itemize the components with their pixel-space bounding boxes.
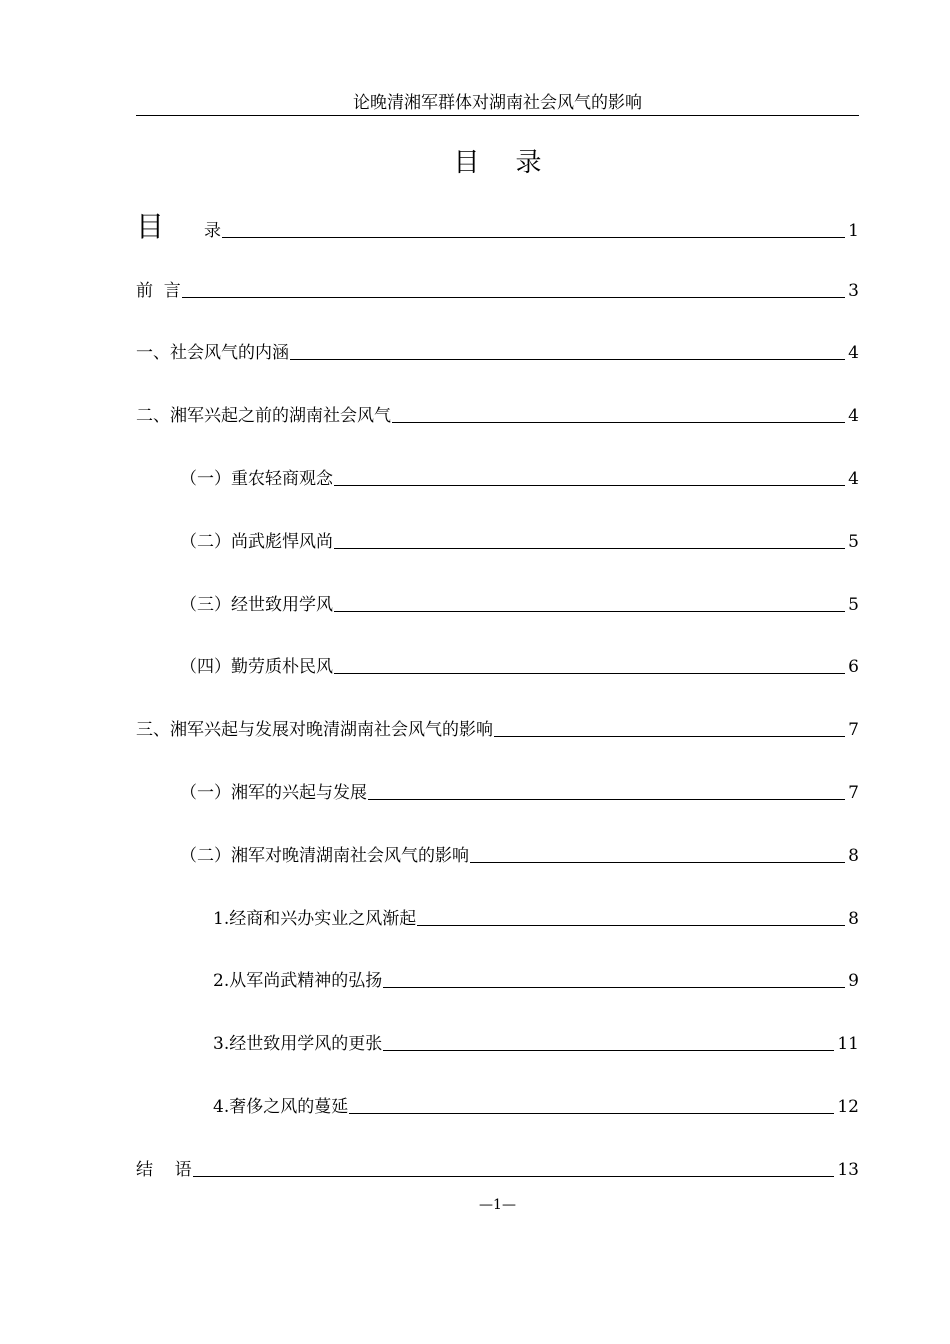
toc-entry-preface[interactable] — [136, 280, 859, 302]
toc-entry-section-3[interactable] — [136, 719, 859, 741]
toc-leader-line — [494, 735, 845, 737]
toc-page-number: 3 — [848, 281, 859, 301]
toc-entry-label: 结 语 — [136, 1160, 192, 1180]
page-title: 目录 — [453, 148, 578, 178]
toc-entry-section-2-1[interactable] — [180, 468, 859, 490]
toc-entry-section-3-2-3[interactable] — [213, 1033, 859, 1055]
toc-entry-label: 1.经商和兴办实业之风渐起 — [213, 909, 417, 929]
toc-entry-label: （二）湘军对晚清湖南社会风气的影响 — [180, 846, 469, 866]
toc-page-number: 1 — [848, 221, 859, 241]
toc-entry-conclusion[interactable] — [136, 1159, 859, 1181]
toc-entry-section-3-2[interactable] — [180, 845, 859, 867]
toc-entry-label: （二）尚武彪悍风尚 — [180, 532, 333, 552]
toc-entry-section-2-3[interactable] — [180, 594, 859, 616]
toc-leader-line — [470, 861, 845, 863]
toc-leader-line — [392, 421, 845, 423]
toc-leader-line — [383, 1049, 834, 1051]
toc-leader-line — [334, 484, 845, 486]
toc-page-number: 8 — [848, 909, 859, 929]
toc-page-number: 8 — [848, 846, 859, 866]
toc-entry-label: （一）湘军的兴起与发展 — [180, 783, 367, 803]
toc-leader-line — [193, 1175, 835, 1177]
toc-leader-line — [334, 547, 845, 549]
toc-leader-line — [334, 672, 845, 674]
toc-leader-line — [417, 924, 845, 926]
toc-page-number: 13 — [837, 1160, 859, 1180]
toc-entry-label: 二、湘军兴起之前的湖南社会风气 — [136, 406, 391, 426]
toc-entry-label: （四）勤劳质朴民风 — [180, 657, 333, 677]
toc-leader-line — [290, 358, 845, 360]
toc-entry-section-1[interactable] — [136, 342, 859, 364]
toc-entry-section-2[interactable] — [136, 405, 859, 427]
toc-entry-label — [136, 212, 221, 242]
toc-leader-line — [383, 986, 845, 988]
toc-page-number: 11 — [837, 1034, 859, 1054]
toc-leader-line — [349, 1112, 834, 1114]
table-of-contents — [136, 0, 859, 1344]
toc-entry-label: 一、社会风气的内涵 — [136, 343, 289, 363]
page-number-footer: —1— — [479, 1197, 516, 1213]
toc-leader-line — [368, 798, 845, 800]
toc-entry-label: （三）经世致用学风 — [180, 595, 333, 615]
toc-entry-label: 3.经世致用学风的更张 — [213, 1034, 383, 1054]
toc-entry-label: （一）重农轻商观念 — [180, 469, 333, 489]
toc-leader-line — [334, 610, 845, 612]
toc-entry-section-3-2-2[interactable] — [213, 970, 859, 992]
toc-page-number: 12 — [837, 1097, 859, 1117]
toc-page-number: 4 — [848, 469, 859, 489]
toc-entry-contents[interactable] — [136, 212, 859, 242]
toc-entry-section-2-4[interactable] — [180, 656, 859, 678]
toc-entry-section-3-1[interactable] — [180, 782, 859, 804]
toc-page-number: 6 — [848, 657, 859, 677]
toc-entry-label: 三、湘军兴起与发展对晚清湖南社会风气的影响 — [136, 720, 493, 740]
toc-entry-section-3-2-4[interactable] — [213, 1096, 859, 1118]
toc-entry-label-rest: 录 — [204, 221, 222, 241]
toc-entry-section-2-2[interactable] — [180, 531, 859, 553]
toc-page-number: 9 — [848, 971, 859, 991]
toc-entry-section-3-2-1[interactable] — [213, 908, 859, 930]
toc-entry-big-char: 目 — [136, 210, 165, 243]
toc-leader-line — [182, 296, 845, 298]
toc-page-number: 5 — [848, 532, 859, 552]
toc-page-number: 4 — [848, 406, 859, 426]
toc-page-number: 4 — [848, 343, 859, 363]
toc-leader-line — [222, 236, 845, 238]
toc-entry-label: 2.从军尚武精神的弘扬 — [213, 971, 383, 991]
toc-page-number: 7 — [848, 720, 859, 740]
toc-page-number: 7 — [848, 783, 859, 803]
toc-page-number: 5 — [848, 595, 859, 615]
toc-entry-label: 前 言 — [136, 281, 181, 301]
running-header: 论晚清湘军群体对湖南社会风气的影响 — [353, 93, 642, 113]
toc-entry-label: 4.奢侈之风的蔓延 — [213, 1097, 349, 1117]
